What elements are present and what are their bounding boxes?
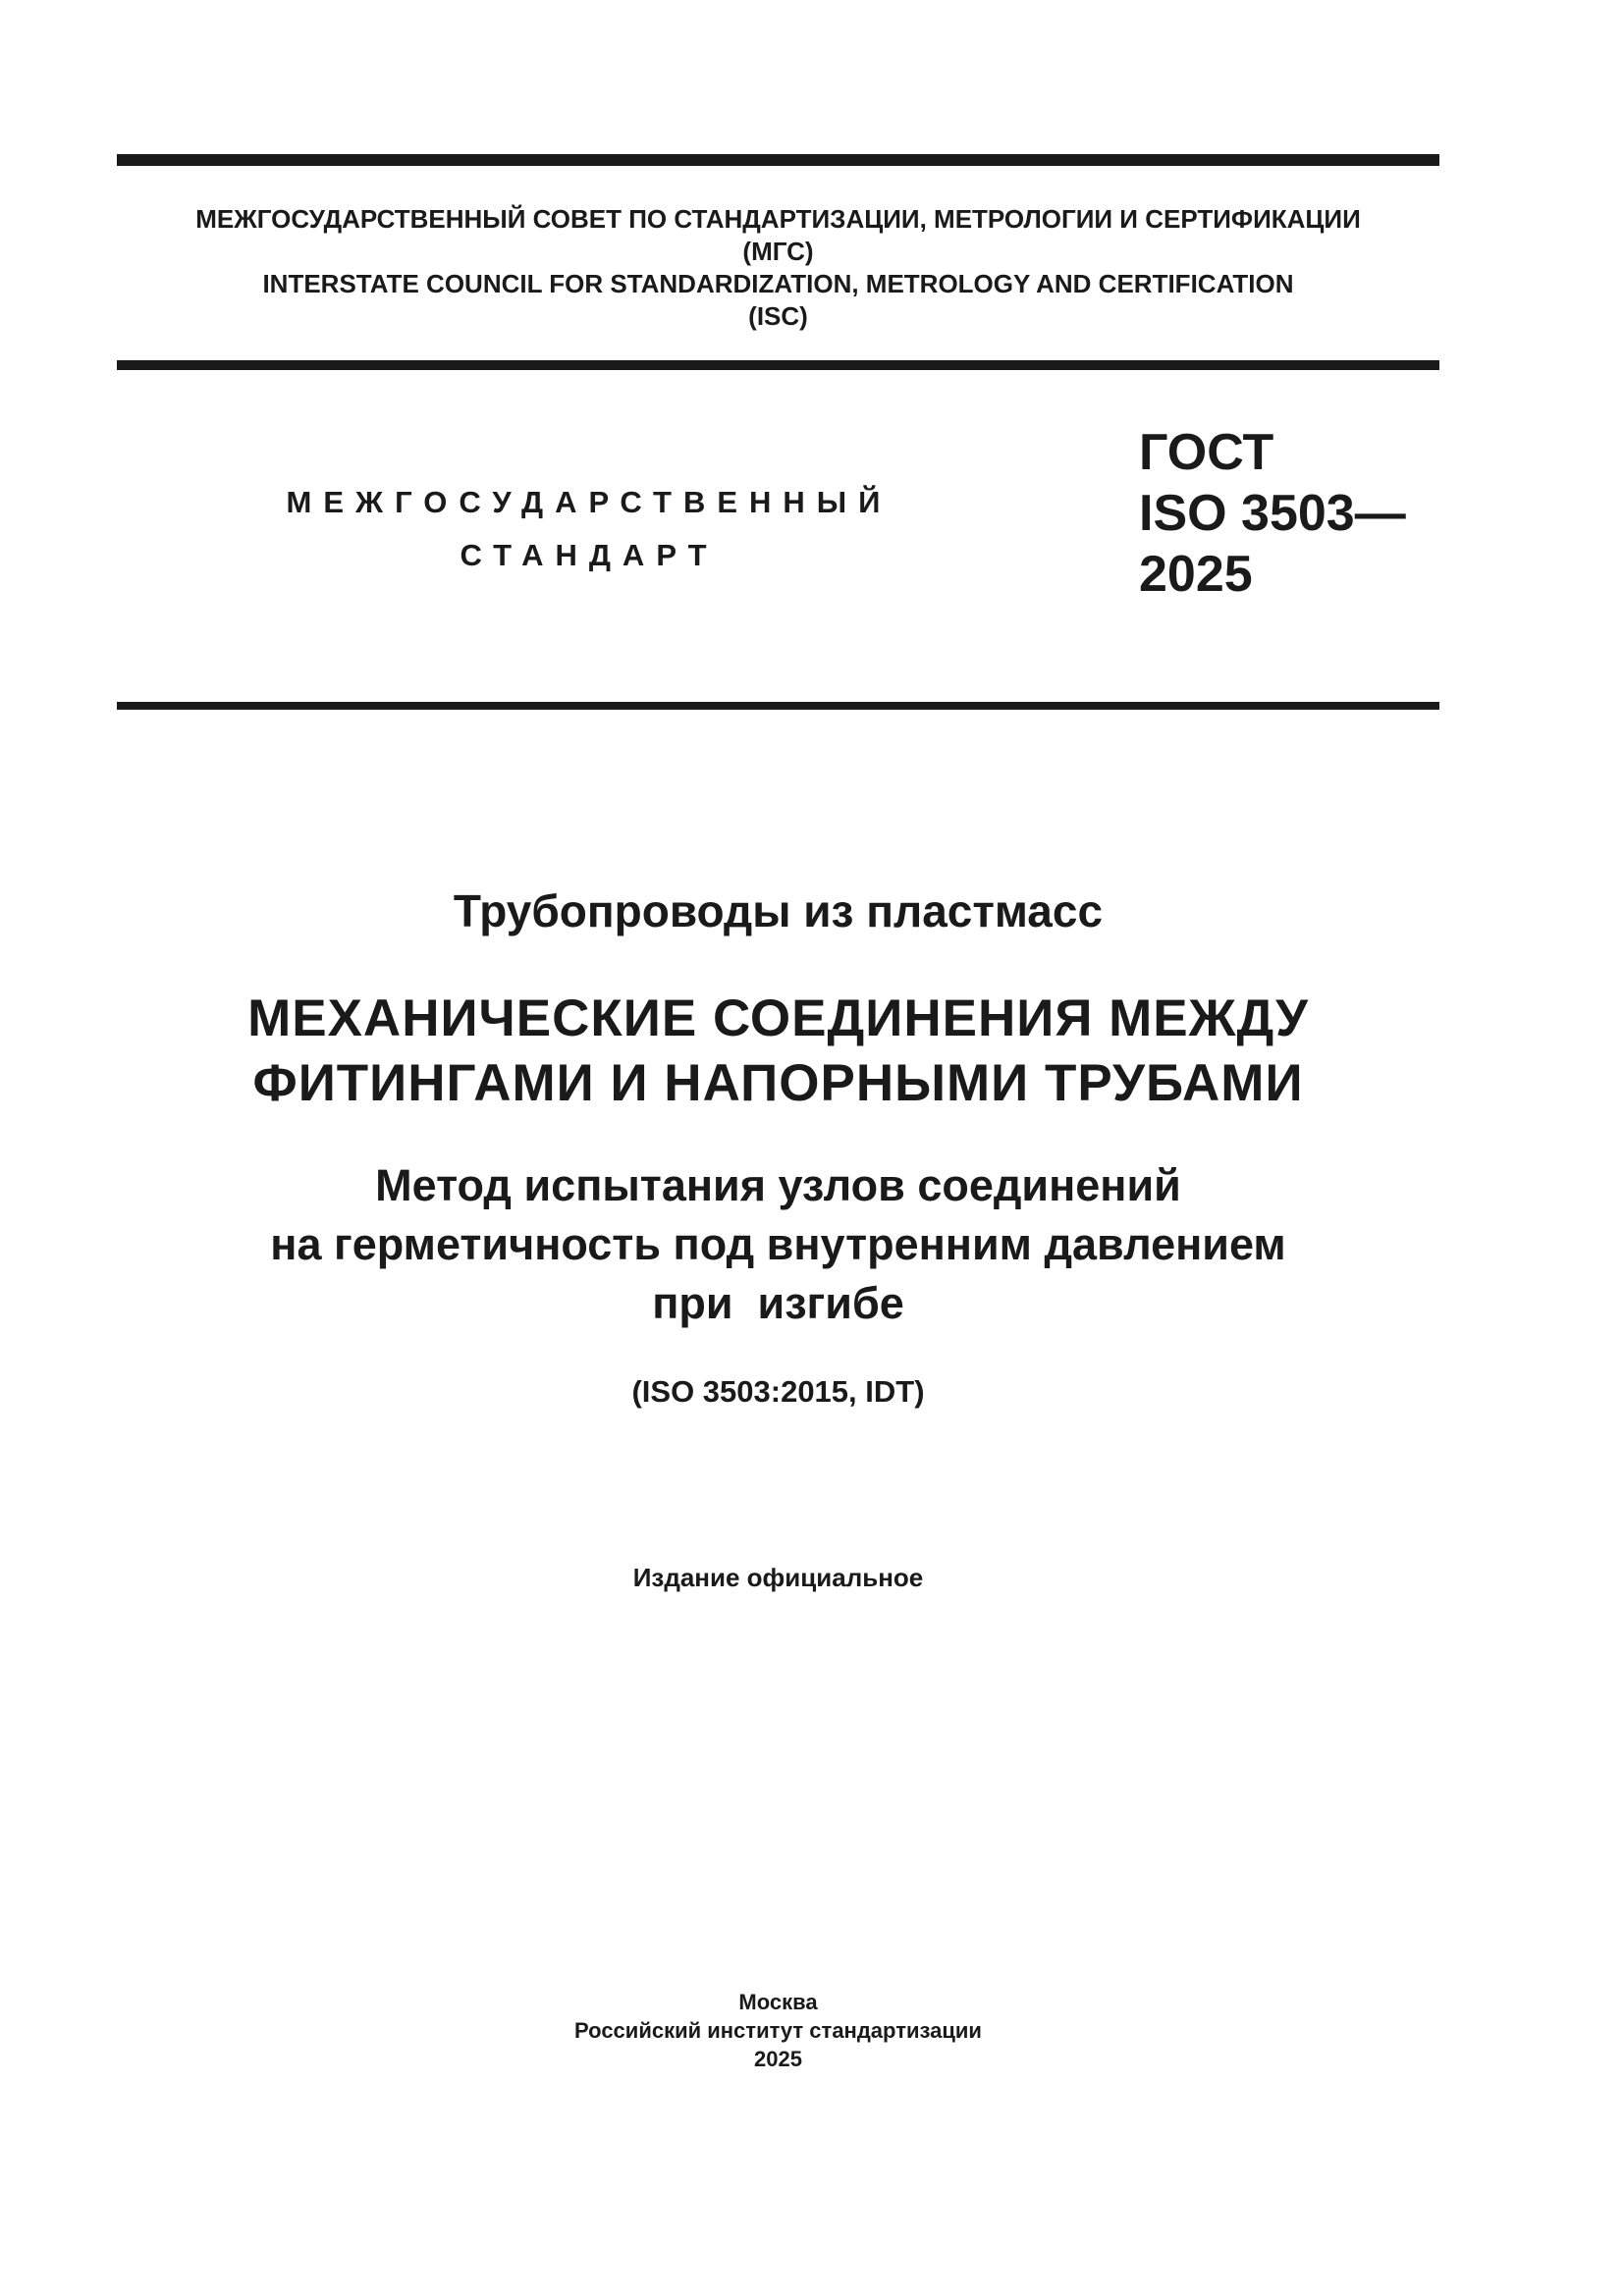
title-main-line2: ФИТИНГАМИ И НАПОРНЫМИ ТРУБАМИ	[252, 1054, 1304, 1112]
council-abbr-en: (ISC)	[748, 301, 808, 331]
standard-number-line3: 2025	[1139, 546, 1253, 603]
iso-reference	[117, 1372, 1439, 1412]
standard-type-line2: СТАНДАРТ	[460, 538, 719, 572]
imprint-year: 2025	[754, 2047, 802, 2071]
title-sub-line2: на герметичность под внутренним давлением	[270, 1219, 1286, 1269]
council-abbr-ru: (МГС)	[742, 237, 814, 266]
imprint	[117, 1988, 1439, 2073]
title-sub-line1: Метод испытания узлов соединений	[375, 1160, 1181, 1210]
standard-number	[1139, 422, 1406, 605]
title-sub-line3: при изгибе	[652, 1278, 904, 1328]
iso-reference-text: (ISO 3503:2015, IDT)	[631, 1374, 925, 1409]
standard-type-line1: МЕЖГОСУДАРСТВЕННЫЙ	[286, 485, 893, 519]
standard-type	[255, 476, 923, 582]
council-name-en: INTERSTATE COUNCIL FOR STANDARDIZATION, METROLOGY AND CERTIFICATION	[262, 269, 1294, 298]
imprint-city: Москва	[738, 1990, 818, 2014]
lower-rule	[117, 702, 1439, 710]
standard-number-line1: ГОСТ	[1139, 424, 1274, 481]
imprint-publisher: Российский институт стандартизации	[574, 2018, 982, 2043]
title-group	[117, 883, 1439, 938]
title-main-line1: МЕХАНИЧЕСКИЕ СОЕДИНЕНИЯ МЕЖДУ	[247, 989, 1309, 1047]
edition-text: Издание официальное	[632, 1563, 924, 1592]
title-main	[117, 987, 1439, 1116]
council-header	[117, 203, 1439, 333]
standard-number-line2: ISO 3503—	[1139, 485, 1406, 542]
title-subtitle	[117, 1156, 1439, 1333]
council-name-ru: МЕЖГОСУДАРСТВЕННЫЙ СОВЕТ ПО СТАНДАРТИЗАЦИИ, МЕТРОЛОГИИ И СЕРТИФИКАЦИИ	[195, 204, 1361, 234]
title-group-text: Трубопроводы из пластмасс	[453, 885, 1104, 936]
edition-note	[117, 1561, 1439, 1594]
middle-rule	[117, 360, 1439, 370]
top-rule	[117, 154, 1439, 166]
